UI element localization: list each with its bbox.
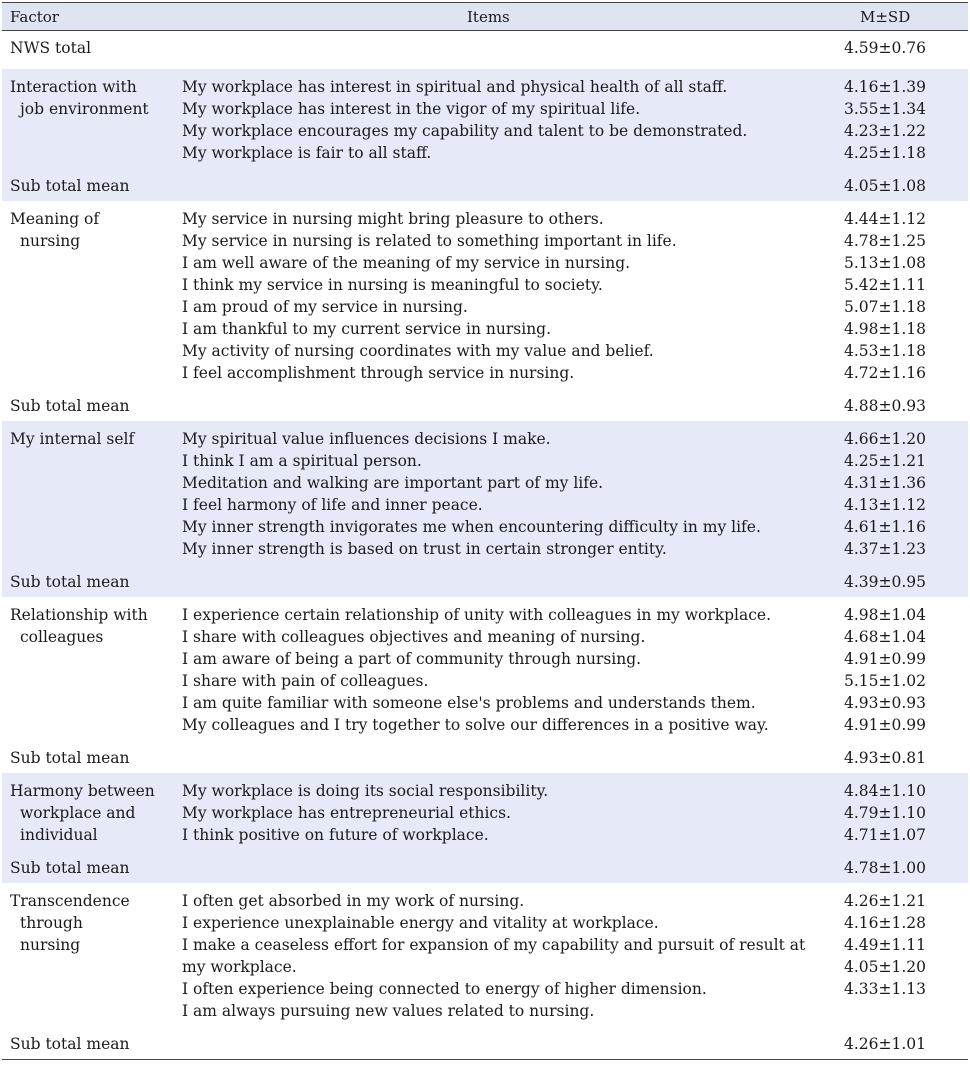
item-text: Meditation and walking are important part of my life. bbox=[182, 474, 604, 492]
subtotal-label: Sub total mean bbox=[10, 749, 130, 767]
item-msd-value: 4.16±1.28 bbox=[844, 914, 927, 932]
item-msd-value bbox=[844, 1000, 968, 1022]
subtotal-row bbox=[2, 565, 968, 597]
factor-group bbox=[2, 69, 968, 201]
item-msd-value: 4.13±1.12 bbox=[844, 496, 927, 514]
item-msd-value: 4.16±1.39 bbox=[844, 78, 927, 96]
header-items: Items bbox=[467, 8, 510, 26]
factor-label: through bbox=[20, 914, 83, 932]
item-text: I experience certain relationship of unity with colleagues in my workplace. bbox=[182, 606, 772, 624]
item-text: I experience unexplainable energy and vitality at workplace. bbox=[182, 914, 659, 932]
item-msd-value: 4.37±1.23 bbox=[844, 540, 927, 558]
item-text: I think I am a spiritual person. bbox=[182, 452, 422, 470]
subtotal-value: 4.26±1.01 bbox=[844, 1035, 927, 1053]
item-msd-value: 4.98±1.18 bbox=[844, 320, 927, 338]
factor-label: Relationship with bbox=[10, 606, 148, 624]
item-text: I often get absorbed in my work of nursing. bbox=[182, 892, 525, 910]
factor-label: workplace and bbox=[20, 804, 136, 822]
item-text: I am proud of my service in nursing. bbox=[182, 298, 468, 316]
item-text: I share with pain of colleagues. bbox=[182, 672, 429, 690]
item-text: my workplace. bbox=[182, 958, 297, 976]
item-text: I think my service in nursing is meaningful to society. bbox=[182, 276, 603, 294]
item-text: My service in nursing might bring pleasure to others. bbox=[182, 210, 604, 228]
item-text: I am well aware of the meaning of my service in nursing. bbox=[182, 254, 631, 272]
item-msd-value: 4.93±0.93 bbox=[844, 694, 927, 712]
item-msd-value: 4.61±1.16 bbox=[844, 518, 927, 536]
item-msd-value: 4.33±1.13 bbox=[844, 980, 927, 998]
item-text: My inner strength is based on trust in certain stronger entity. bbox=[182, 540, 667, 558]
factor-label: Harmony between bbox=[10, 782, 155, 800]
nws-total-label: NWS total bbox=[10, 39, 92, 57]
table-header bbox=[2, 2, 968, 31]
item-text: My workplace is doing its social responsibility. bbox=[182, 782, 549, 800]
subtotal-value: 4.88±0.93 bbox=[844, 397, 927, 415]
item-msd-value: 4.91±0.99 bbox=[844, 650, 927, 668]
item-text: I am always pursuing new values related to nursing. bbox=[182, 1002, 595, 1020]
item-text: My service in nursing is related to something important in life. bbox=[182, 232, 677, 250]
item-text: My workplace has interest in spiritual and physical health of all staff. bbox=[182, 78, 728, 96]
subtotal-label: Sub total mean bbox=[10, 859, 130, 877]
group-items-row bbox=[2, 69, 968, 169]
subtotal-row bbox=[2, 1027, 968, 1059]
group-items-row bbox=[2, 773, 968, 851]
subtotal-value: 4.05±1.08 bbox=[844, 177, 927, 195]
item-msd-value: 5.07±1.18 bbox=[844, 298, 927, 316]
item-msd-value: 4.25±1.21 bbox=[844, 452, 927, 470]
item-msd-value: 4.53±1.18 bbox=[844, 342, 927, 360]
factor-label: colleagues bbox=[20, 628, 104, 646]
group-items-row bbox=[2, 421, 968, 565]
item-msd-value: 5.15±1.02 bbox=[844, 672, 927, 690]
item-text: My workplace is fair to all staff. bbox=[182, 144, 432, 162]
item-text: My spiritual value influences decisions I make. bbox=[182, 430, 551, 448]
results-table bbox=[2, 2, 968, 1060]
item-msd-value: 4.71±1.07 bbox=[844, 826, 927, 844]
item-text: My inner strength invigorates me when encountering difficulty in my life. bbox=[182, 518, 761, 536]
factor-group bbox=[2, 201, 968, 421]
item-text: I am thankful to my current service in nursing. bbox=[182, 320, 552, 338]
item-msd-value: 4.25±1.18 bbox=[844, 144, 927, 162]
item-text: I am aware of being a part of community through nursing. bbox=[182, 650, 642, 668]
subtotal-value: 4.93±0.81 bbox=[844, 749, 927, 767]
item-msd-value: 5.42±1.11 bbox=[844, 276, 927, 294]
item-text: I think positive on future of workplace. bbox=[182, 826, 489, 844]
subtotal-label: Sub total mean bbox=[10, 397, 130, 415]
item-text: I make a ceaseless effort for expansion of my capability and pursuit of result at bbox=[182, 936, 806, 954]
item-msd-value: 4.31±1.36 bbox=[844, 474, 927, 492]
nws-total-value: 4.59±0.76 bbox=[844, 39, 927, 57]
item-msd-value: 4.72±1.16 bbox=[844, 364, 927, 382]
item-msd-value: 4.44±1.12 bbox=[844, 210, 927, 228]
item-msd-value: 4.49±1.11 bbox=[844, 936, 927, 954]
item-msd-value: 3.55±1.34 bbox=[844, 100, 927, 118]
item-text: I share with colleagues objectives and meaning of nursing. bbox=[182, 628, 646, 646]
subtotal-label: Sub total mean bbox=[10, 177, 130, 195]
item-msd-value: 4.79±1.10 bbox=[844, 804, 927, 822]
nws-total-row bbox=[2, 31, 968, 69]
group-items-row bbox=[2, 597, 968, 741]
item-msd-value: 4.78±1.25 bbox=[844, 232, 927, 250]
factor-group bbox=[2, 597, 968, 773]
subtotal-row bbox=[2, 389, 968, 421]
factor-group bbox=[2, 421, 968, 597]
factor-label: nursing bbox=[20, 936, 81, 954]
factor-label: individual bbox=[20, 826, 98, 844]
item-msd-value: 4.84±1.10 bbox=[844, 782, 927, 800]
item-msd-value: 4.91±0.99 bbox=[844, 716, 927, 734]
item-text: I am quite familiar with someone else's problems and understands them. bbox=[182, 694, 756, 712]
header-msd: M±SD bbox=[860, 8, 911, 26]
item-msd-value: 5.13±1.08 bbox=[844, 254, 927, 272]
item-text: I feel accomplishment through service in nursing. bbox=[182, 364, 575, 382]
item-msd-value: 4.26±1.21 bbox=[844, 892, 927, 910]
subtotal-row bbox=[2, 169, 968, 201]
group-items-row bbox=[2, 883, 968, 1027]
item-text: My workplace encourages my capability and talent to be demonstrated. bbox=[182, 122, 748, 140]
factor-group bbox=[2, 773, 968, 883]
factor-label: My internal self bbox=[10, 430, 135, 448]
item-text: I often experience being connected to energy of higher dimension. bbox=[182, 980, 707, 998]
subtotal-label: Sub total mean bbox=[10, 1035, 130, 1053]
factor-label: nursing bbox=[20, 232, 81, 250]
item-text: My workplace has entrepreneurial ethics. bbox=[182, 804, 511, 822]
item-msd-value: 4.68±1.04 bbox=[844, 628, 927, 646]
item-msd-value: 4.05±1.20 bbox=[844, 958, 927, 976]
subtotal-value: 4.78±1.00 bbox=[844, 859, 927, 877]
item-msd-value: 4.98±1.04 bbox=[844, 606, 927, 624]
item-text: My colleagues and I try together to solve our differences in a positive way. bbox=[182, 716, 769, 734]
header-factor: Factor bbox=[10, 8, 59, 26]
item-msd-value: 4.23±1.22 bbox=[844, 122, 927, 140]
factor-group bbox=[2, 883, 968, 1060]
item-msd-value: 4.66±1.20 bbox=[844, 430, 927, 448]
item-text: My activity of nursing coordinates with my value and belief. bbox=[182, 342, 654, 360]
subtotal-label: Sub total mean bbox=[10, 573, 130, 591]
factor-groups bbox=[2, 69, 968, 1060]
subtotal-value: 4.39±0.95 bbox=[844, 573, 927, 591]
subtotal-row bbox=[2, 851, 968, 883]
subtotal-row bbox=[2, 741, 968, 773]
factor-label: Interaction with bbox=[10, 78, 137, 96]
group-items-row bbox=[2, 201, 968, 389]
factor-label: Transcendence bbox=[10, 892, 130, 910]
factor-label: job environment bbox=[20, 100, 149, 118]
factor-label: Meaning of bbox=[10, 210, 100, 228]
item-text: My workplace has interest in the vigor of my spiritual life. bbox=[182, 100, 641, 118]
item-text: I feel harmony of life and inner peace. bbox=[182, 496, 483, 514]
